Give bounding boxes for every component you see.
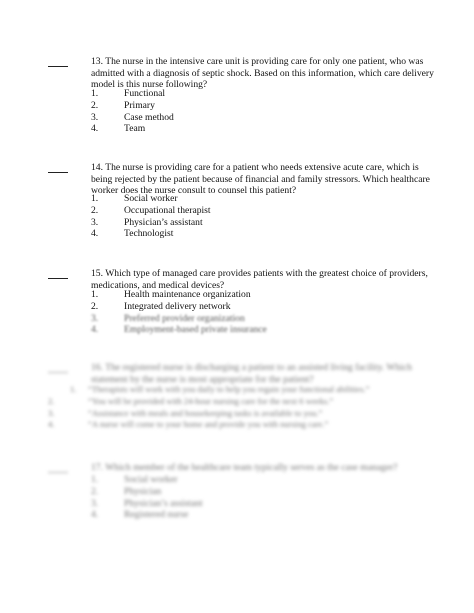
option: 1. Health maintenance organization: [91, 289, 251, 300]
question-text: Which type of managed care provides patients with the greatest choice of providers, medications, and medical devices?: [91, 268, 428, 291]
option: 2. Physician: [91, 485, 162, 497]
answer-blank[interactable]: [48, 472, 68, 473]
options-list: [48, 384, 430, 431]
option: 1. Functional: [91, 88, 166, 99]
question-text: The nurse in the intensive care unit is providing care for only one patient, who was admitted with a diagnosis of septic shock. Based on this information, which care delivery model is this nurse following?: [91, 56, 434, 91]
question-text: The registered nurse is discharging a patient to an assisted living facility. Which statement by the nurse is most appropriate for the patient?: [91, 362, 412, 385]
option: 2. “You will be provided with 24-hour nursing care for the next 6 weeks.”: [48, 395, 334, 406]
question-number: 17.: [91, 462, 103, 473]
question-number: 15.: [91, 268, 103, 279]
options-list: [91, 474, 431, 521]
options-list: [91, 88, 431, 135]
option: 4. Technologist: [91, 228, 174, 240]
option: 4. Registered nurse: [91, 509, 189, 521]
question-stem: [91, 162, 441, 197]
answer-blank[interactable]: [48, 172, 68, 173]
option: 3. Physician’s assistant: [91, 497, 203, 509]
answer-blank[interactable]: [48, 278, 68, 279]
option: 1. Social worker: [91, 474, 178, 485]
question-stem: [91, 462, 441, 474]
question-number: 16.: [91, 362, 103, 373]
option: 2. Occupational therapist: [91, 204, 211, 216]
option: 3. Preferred provider organization: [91, 312, 245, 324]
options-list: [91, 193, 431, 240]
question-stem: [91, 268, 441, 291]
options-list: [91, 289, 431, 336]
question-text: Which member of the healthcare team typically serves as the case manager?: [105, 462, 398, 473]
option: 3. Case method: [91, 111, 174, 123]
question-stem: [91, 56, 441, 91]
option: 2. Integrated delivery network: [91, 300, 231, 312]
option: 1. Social worker: [91, 193, 178, 204]
option: 3. Physician’s assistant: [91, 216, 203, 228]
option: 4. Employment-based private insurance: [91, 324, 267, 336]
answer-blank[interactable]: [48, 372, 68, 373]
question-number: 13.: [91, 56, 103, 67]
option: 2. Primary: [91, 99, 155, 111]
option: 3. “Assistance with meals and housekeeping tasks is available to you.”: [48, 407, 323, 418]
option: 4. “A nurse will come to your home and provide you with nursing care.”: [48, 419, 329, 430]
option: 1. “Therapists will work with you daily to help you regain your functional abilities.”: [70, 384, 370, 394]
option: 4. Team: [91, 123, 146, 135]
question-text: The nurse is providing care for a patient who needs extensive acute care, which is being rejected by the patient because of financial and family stressors. Which healthcare worker does the nurse consult to counsel this patient?: [91, 162, 430, 197]
question-stem: [91, 362, 441, 385]
question-number: 14.: [91, 162, 103, 173]
answer-blank[interactable]: [48, 66, 68, 67]
